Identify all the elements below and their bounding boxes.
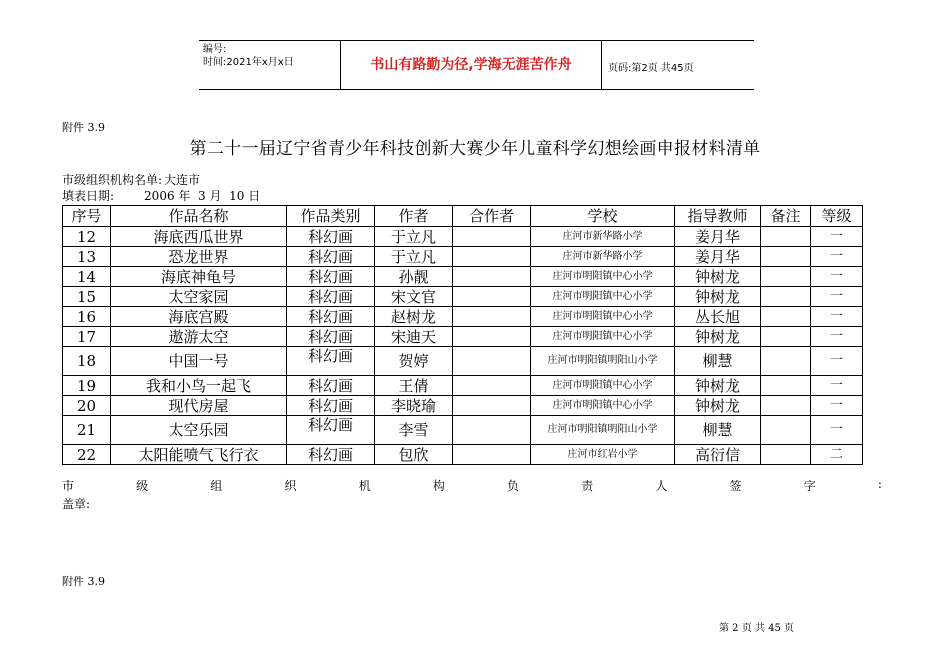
cell-teacher: 丛长旭: [675, 307, 761, 327]
cell-author: 赵树龙: [375, 307, 453, 327]
signature-char: 责: [581, 479, 594, 493]
cell-no: 17: [63, 327, 111, 347]
cell-author: 贺婷: [375, 347, 453, 376]
signature-char: 字: [803, 479, 816, 493]
cell-no: 12: [63, 227, 111, 247]
col-header-teacher: 指导教师: [675, 206, 761, 227]
col-header-author: 作者: [375, 206, 453, 227]
cell-teacher: 姜月华: [675, 227, 761, 247]
date-line: [62, 187, 260, 204]
cell-category: 科幻画: [287, 287, 375, 307]
cell-author: 于立凡: [375, 227, 453, 247]
cell-no: 15: [63, 287, 111, 307]
cell-title: 遨游太空: [111, 327, 287, 347]
cell-coauthor: [453, 396, 531, 416]
cell-category: 科幻画: [287, 227, 375, 247]
col-header-school: 学校: [531, 206, 675, 227]
cell-grade: 二: [811, 445, 863, 465]
motto-box: [340, 41, 602, 89]
table-row: [63, 307, 863, 327]
cell-no: 13: [63, 247, 111, 267]
cell-category: 科幻画: [287, 247, 375, 267]
footer-page-number: 第 2 页 共 45 页: [719, 623, 794, 634]
table-row: [63, 396, 863, 416]
cell-author: 王倩: [375, 376, 453, 396]
cell-title: 太阳能喷气飞行衣: [111, 445, 287, 465]
cell-category: 科幻画: [287, 416, 375, 445]
cell-no: 20: [63, 396, 111, 416]
signature-char: 人: [655, 479, 668, 493]
document-title: 第二十一届辽宁省青少年科技创新大赛少年儿童科学幻想绘画申报材料清单: [189, 139, 761, 159]
cell-note: [761, 247, 811, 267]
col-header-grade: 等级: [811, 206, 863, 227]
header-right: [340, 41, 799, 89]
signature-char: 构: [432, 479, 445, 493]
cell-category: 科幻画: [287, 376, 375, 396]
cell-title: 恐龙世界: [111, 247, 287, 267]
header-number: 编号:: [203, 44, 227, 55]
col-header-note: 备注: [761, 206, 811, 227]
cell-note: [761, 267, 811, 287]
table-row: [63, 445, 863, 465]
signature-char: 机: [358, 479, 371, 493]
date-value: 2006 年 3 月 10 日: [144, 189, 261, 203]
cell-coauthor: [453, 247, 531, 267]
cell-grade: 一: [811, 267, 863, 287]
cell-teacher: 柳慧: [675, 416, 761, 445]
cell-note: [761, 416, 811, 445]
header-motto: 书山有路勤为径,学海无涯苦作舟: [370, 57, 572, 73]
cell-grade: 一: [811, 307, 863, 327]
cell-title: 海底神龟号: [111, 267, 287, 287]
header-page-number: 页码:第2页 共45页: [608, 63, 694, 74]
cell-note: [761, 376, 811, 396]
cell-category: 科幻画: [287, 327, 375, 347]
cell-coauthor: [453, 267, 531, 287]
cell-school: 庄河市明阳镇中心小学: [531, 396, 675, 416]
cell-teacher: 姜月华: [675, 247, 761, 267]
cell-title: 海底西瓜世界: [111, 227, 287, 247]
cell-grade: 一: [811, 227, 863, 247]
cell-author: 李晓瑜: [375, 396, 453, 416]
cell-grade: 一: [811, 416, 863, 445]
cell-school: 庄河市明阳镇中心小学: [531, 267, 675, 287]
cell-note: [761, 327, 811, 347]
col-header-no: 序号: [63, 206, 111, 227]
org-label: 市级组织机构名单:: [62, 173, 163, 187]
cell-title: 现代房屋: [111, 396, 287, 416]
cell-no: 18: [63, 347, 111, 376]
cell-school: 庄河市红岩小学: [531, 445, 675, 465]
cell-coauthor: [453, 445, 531, 465]
col-header-category: 作品类别: [287, 206, 375, 227]
cell-no: 14: [63, 267, 111, 287]
cell-school: 庄河市明阳镇中心小学: [531, 327, 675, 347]
cell-title: 太空乐园: [111, 416, 287, 445]
cell-note: [761, 445, 811, 465]
signature-char: 市: [62, 479, 75, 493]
signature-char: 组: [210, 479, 223, 493]
cell-category: 科幻画: [287, 307, 375, 327]
cell-title: 海底宫殿: [111, 307, 287, 327]
cell-note: [761, 227, 811, 247]
cell-teacher: 钟树龙: [675, 396, 761, 416]
table-row: [63, 267, 863, 287]
annex-label-top: 附件 3.9: [62, 121, 105, 134]
col-header-coauthor: 合作者: [453, 206, 531, 227]
cell-school: 庄河市明阳镇中心小学: [531, 287, 675, 307]
table-row: [63, 227, 863, 247]
page-header: [199, 40, 754, 90]
cell-school: 庄河市明阳镇明阳山小学: [531, 416, 675, 445]
cell-category: 科幻画: [287, 347, 375, 376]
cell-grade: 一: [811, 247, 863, 267]
signature-line: [62, 477, 882, 494]
cell-school: 庄河市明阳镇中心小学: [531, 307, 675, 327]
cell-teacher: 钟树龙: [675, 327, 761, 347]
cell-school: 庄河市明阳镇中心小学: [531, 376, 675, 396]
header-meta: [199, 41, 340, 89]
cell-category: 科幻画: [287, 396, 375, 416]
cell-teacher: 钟树龙: [675, 376, 761, 396]
cell-school: 庄河市新华路小学: [531, 227, 675, 247]
cell-title: 太空家园: [111, 287, 287, 307]
cell-author: 李雪: [375, 416, 453, 445]
cell-teacher: 高衍信: [675, 445, 761, 465]
signature-char: 签: [729, 479, 742, 493]
cell-school: 庄河市新华路小学: [531, 247, 675, 267]
signature-char: :: [877, 477, 882, 491]
cell-no: 19: [63, 376, 111, 396]
cell-author: 包欣: [375, 445, 453, 465]
signature-char: 负: [507, 479, 520, 493]
date-label: 填表日期:: [62, 189, 115, 203]
cell-no: 22: [63, 445, 111, 465]
cell-note: [761, 287, 811, 307]
cell-category: 科幻画: [287, 267, 375, 287]
cell-note: [761, 396, 811, 416]
org-line: [62, 171, 200, 188]
annex-label-bottom: 附件 3.9: [62, 575, 105, 588]
table-row: [63, 287, 863, 307]
cell-teacher: 钟树龙: [675, 267, 761, 287]
table-row: [63, 327, 863, 347]
signature-char: 织: [284, 479, 297, 493]
table-row: [63, 376, 863, 396]
header-time: 时间:2021年x月x日: [203, 57, 294, 68]
cell-note: [761, 347, 811, 376]
cell-title: 中国一号: [111, 347, 287, 376]
cell-school: 庄河市明阳镇明阳山小学: [531, 347, 675, 376]
cell-coauthor: [453, 227, 531, 247]
signature-char: 级: [136, 479, 149, 493]
cell-coauthor: [453, 327, 531, 347]
cell-coauthor: [453, 347, 531, 376]
cell-grade: 一: [811, 287, 863, 307]
cell-author: 孙靓: [375, 267, 453, 287]
cell-author: 于立凡: [375, 247, 453, 267]
cell-coauthor: [453, 376, 531, 396]
cell-coauthor: [453, 287, 531, 307]
cell-grade: 一: [811, 376, 863, 396]
cell-note: [761, 307, 811, 327]
table-row: [63, 416, 863, 445]
table-row: [63, 247, 863, 267]
seal-label: 盖章:: [62, 497, 91, 511]
org-value: 大连市: [164, 173, 201, 187]
cell-grade: 一: [811, 347, 863, 376]
cell-teacher: 柳慧: [675, 347, 761, 376]
cell-no: 16: [63, 307, 111, 327]
cell-no: 21: [63, 416, 111, 445]
cell-teacher: 钟树龙: [675, 287, 761, 307]
cell-category: 科幻画: [287, 445, 375, 465]
entry-table: [62, 205, 863, 465]
table-row: [63, 347, 863, 376]
cell-grade: 一: [811, 396, 863, 416]
cell-grade: 一: [811, 327, 863, 347]
cell-coauthor: [453, 416, 531, 445]
cell-author: 宋文官: [375, 287, 453, 307]
col-header-title: 作品名称: [111, 206, 287, 227]
cell-author: 宋迪天: [375, 327, 453, 347]
table-header-row: [63, 206, 863, 227]
cell-coauthor: [453, 307, 531, 327]
cell-title: 我和小鸟一起飞: [111, 376, 287, 396]
